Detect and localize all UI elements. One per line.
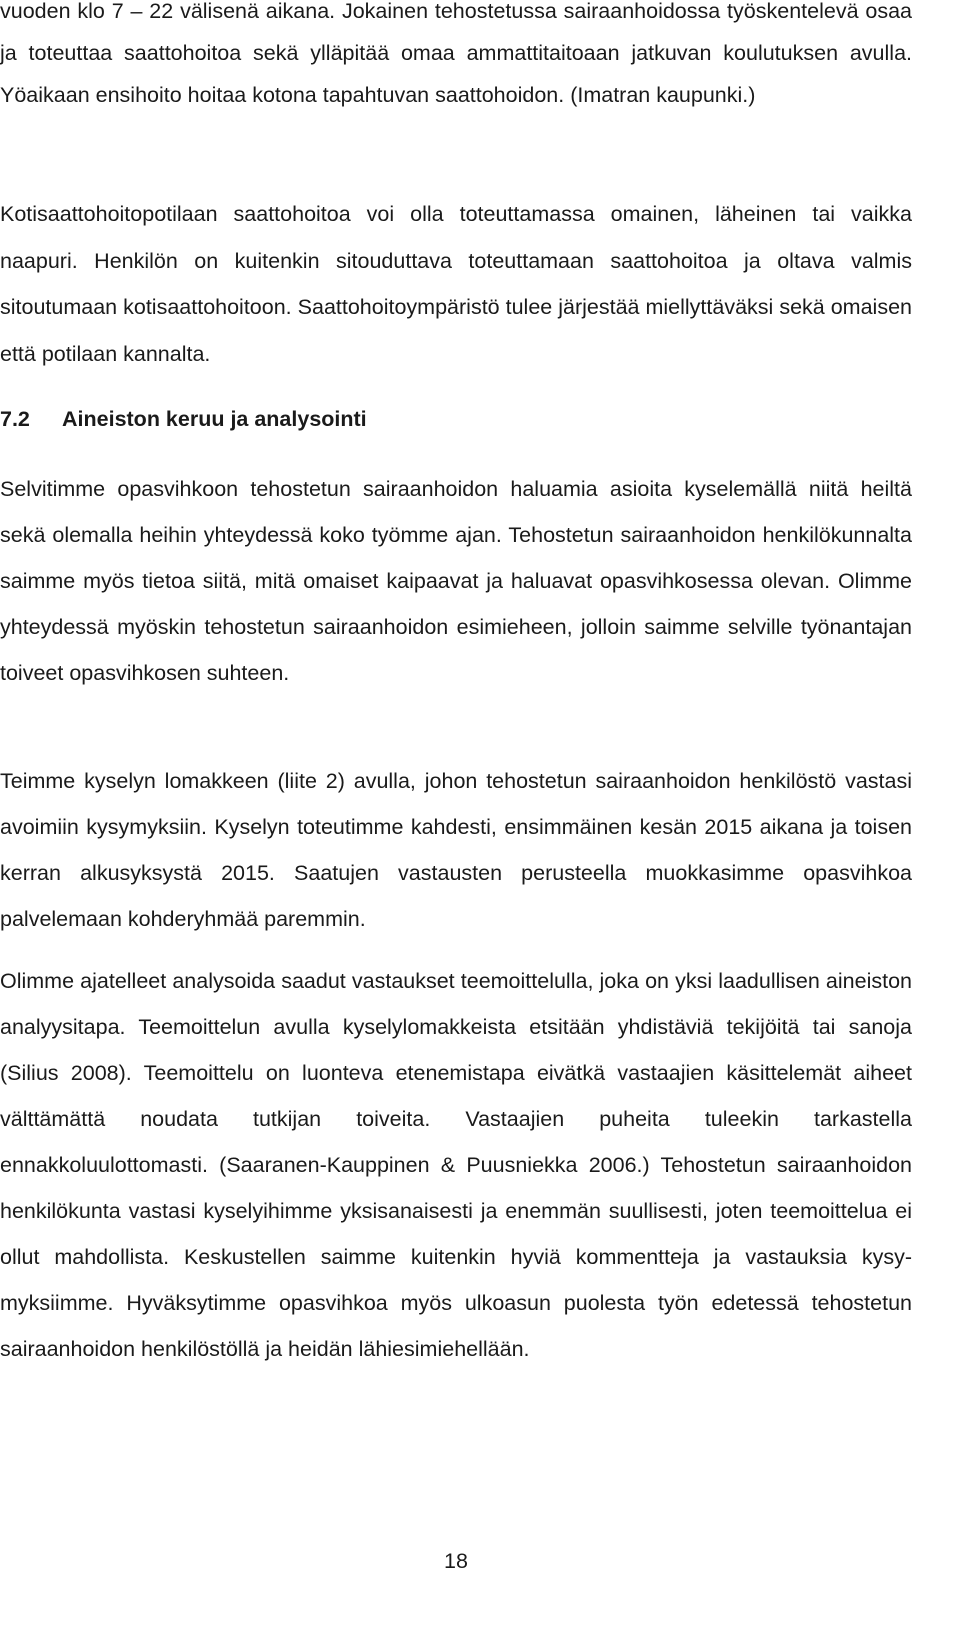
paragraph-continuation: vuoden klo 7 – 22 välisenä aikana. Jokainen tehostetussa sairaanhoidossa työskentelevä osaa ja toteuttaa saattohoitoa sekä ylläpitää omaa ammattitaitoaan jatkuvan koulutuksen avulla. Yöaikaan ensihoito hoitaa kotona tapahtuvan saattohoidon. (Imatran kaupunki.) xyxy=(0,0,912,107)
section-title: Aineiston keruu ja analysointi xyxy=(62,407,367,431)
paragraph-questionnaire: Teimme kyselyn lomakkeen (liite 2) avulla, johon tehostetun sairaanhoidon henkilöstö vastasi avoimiin kysymyksiin. Kyselyn toteutimme kahdesti, ensimmäinen kesän 2015 aikana ja toisen kerran alkusyksystä 2015. Saatujen vastausten perusteella muokkasimme opasvihkoa palvelemaan kohderyhmää paremmin. xyxy=(0,769,912,931)
section-number: 7.2 xyxy=(0,407,30,431)
section-heading xyxy=(0,398,367,440)
paragraph-data-collection: Selvitimme opasvihkoon tehostetun sairaanhoidon haluamia asioita kyselemällä niitä heiltä sekä olemalla heihin yhteydessä koko työmme ajan. Tehostetun sairaanhoidon henkilökunnalta saimme myös tietoa siitä, mitä omaiset kaipaavat ja haluavat opasvihkosessa olevan. Olimme yhteydessä myöskin tehostetun sairaanhoidon esimieheen, jolloin saimme selville työnantajan toiveet opasvihkosen suhteen. xyxy=(0,477,912,685)
page-number: 18 xyxy=(444,1549,468,1573)
paragraph-analysis: Olimme ajatelleet analysoida saadut vastaukset teemoittelulla, joka on yksi laadullisen aineiston analyysitapa. Teemoittelun avulla kyselylomakkeista etsitään yhdistäviä tekijöitä tai sanoja (Silius 2008). Teemoittelu on luonteva etenemistapa eivätkä vastaajien käsittelemät aiheet välttämättä noudata tutkijan toiveita. Vastaajien puheita tuleekin tarkastella ennakkoluulottomasti. (Saaranen-Kauppinen & Puusniekka 2006.) Tehostetun sairaanhoidon henkilökunta vastasi kyselyihimme yksisanaisesti ja enemmän suullisesti, joten teemoittelua ei ollut mahdollista. Keskustellen saimme kuitenkin hyviä kommentteja ja vastauksia kysymyksiimme. Hyväksytimme opasvihkoa myös ulkoasun puolesta työn edetessä tehostetun sairaanhoidon henkilöstöllä ja heidän lähiesimiehellään. xyxy=(0,969,912,1361)
paragraph-home-care: Kotisaattohoitopotilaan saattohoitoa voi olla toteuttamassa omainen, läheinen tai vaikka naapuri. Henkilön on kuitenkin sitouduttava toteuttamaan saattohoitoa ja oltava valmis sitoutumaan kotisaattohoitoon. Saattohoitoympäristö tulee järjestää miellyttäväksi sekä omaisen että potilaan kannalta. xyxy=(0,202,912,366)
